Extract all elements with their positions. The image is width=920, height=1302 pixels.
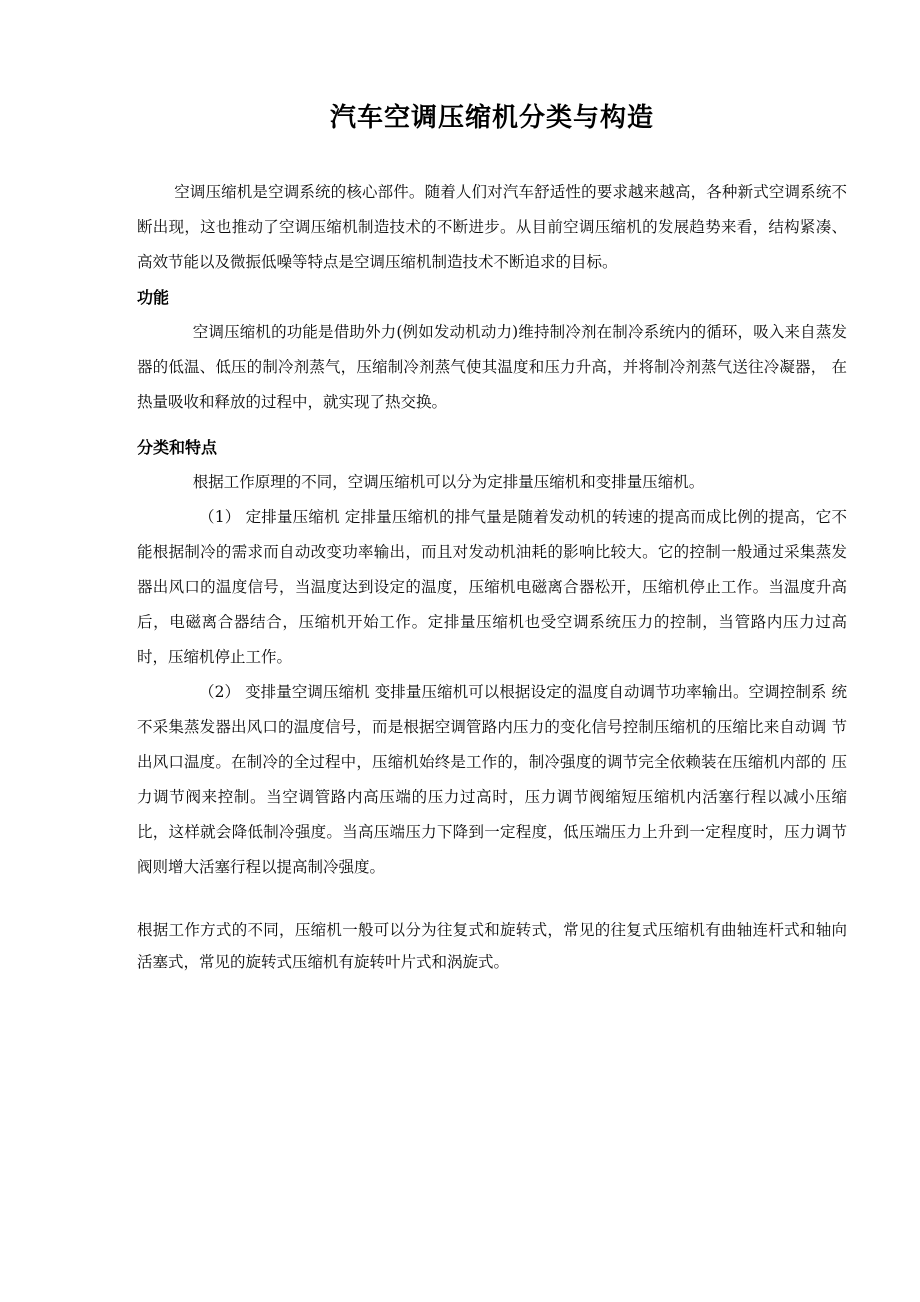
section-heading-function: 功能 [137, 288, 170, 307]
fixed-displacement-paragraph: （1） 定排量压缩机 定排量压缩机的排气量是随着发动机的转速的提高而成比例的提高，它不能根据制冷的需求而自动改变功率输出，而且对发动机油耗的影响比较大。它的控制一般通过采集蒸发器出风口的温度信号，当温度达到设定的温度，压缩机电磁离合器松开，压缩机停止工作。当温度升高后，电磁离合器结合，压缩机开始工作。定排量压缩机也受空调系统压力的控制，当管路内压力过高时，压缩机停止工作。 [137, 508, 847, 666]
variable-displacement-paragraph: （2） 变排量空调压缩机 变排量压缩机可以根据设定的温度自动调节功率输出。空调控制系 统不采集蒸发器出风口的温度信号，而是根据空调管路内压力的变化信号控制压缩机的压缩比来自动调 节出风口温度。在制冷的全过程中，压缩机始终是工作的，制冷强度的调节完全依赖装在压缩机内部的 压力调节阀来控制。当空调管路内高压端的压力过高时，压力调节阀缩短压缩机内活塞行程以减小压缩 比，这样就会降低制冷强度。当高压端压力下降到一定程度，低压端压力上升到一定程度时，压力调节 阀则增大活塞行程以提高制冷强度。 [137, 683, 847, 876]
intro-paragraph: 空调压缩机是空调系统的核心部件。随着人们对汽车舒适性的要求越来越高，各种新式空调系统不断出现，这也推动了空调压缩机制造技术的不断进步。从目前空调压缩机的发展趋势来看，结构紧凑、高效节能以及微振低噪等特点是空调压缩机制造技术不断追求的目标。 [137, 183, 847, 271]
document-title: 汽车空调压缩机分类与构造 [329, 103, 654, 133]
function-paragraph: 空调压缩机的功能是借助外力(例如发动机动力)维持制冷剂在制冷系统内的循环，吸入来自蒸发器的低温、低压的制冷剂蒸气，压缩制冷剂蒸气使其温度和压力升高，并将制冷剂蒸气送往冷凝器， 在热量吸收和释放的过程中，就实现了热交换。 [137, 323, 847, 411]
classification-intro-paragraph: 根据工作原理的不同，空调压缩机可以分为定排量压缩机和变排量压缩机。 [192, 473, 705, 491]
section-heading-classification: 分类和特点 [137, 438, 218, 457]
closing-paragraph: 根据工作方式的不同，压缩机一般可以分为往复式和旋转式，常见的往复式压缩机有曲轴连杆式和轴向活塞式，常见的旋转式压缩机有旋转叶片式和涡旋式。 [137, 921, 847, 971]
